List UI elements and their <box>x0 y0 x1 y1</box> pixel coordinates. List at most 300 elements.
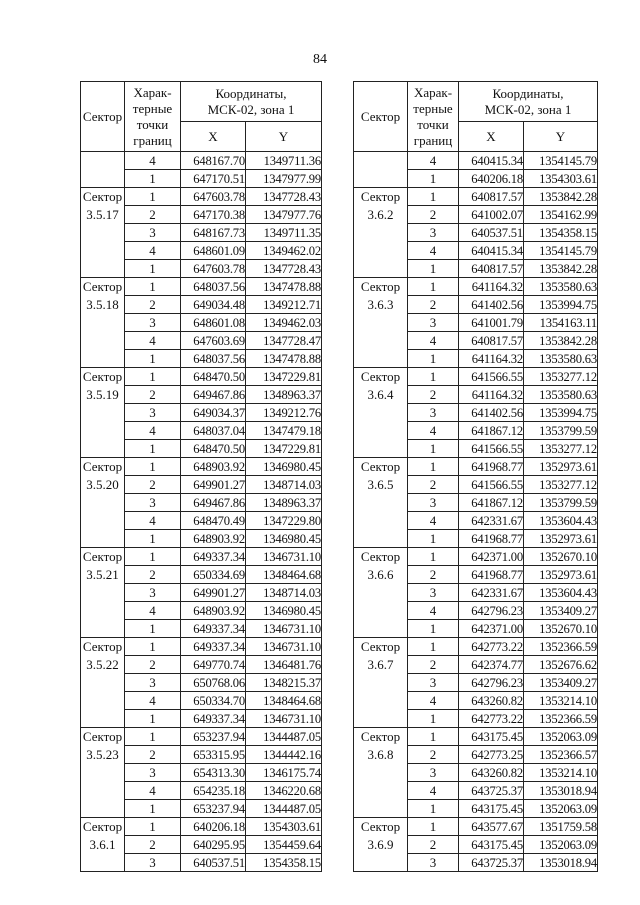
x-value: 648037.56 <box>181 278 246 296</box>
point-number: 3 <box>125 224 181 242</box>
table-row <box>81 728 322 746</box>
y-value: 1346731.10 <box>246 638 322 656</box>
x-value: 642374.77 <box>459 656 524 674</box>
y-value: 1349711.35 <box>246 224 322 242</box>
y-value: 1349462.02 <box>246 242 322 260</box>
point-number: 2 <box>408 656 459 674</box>
y-value: 1354303.61 <box>524 170 598 188</box>
x-value: 642371.00 <box>459 620 524 638</box>
point-number: 3 <box>125 494 181 512</box>
point-number: 4 <box>125 242 181 260</box>
y-value: 1348963.37 <box>246 386 322 404</box>
table-row <box>81 278 322 296</box>
x-value: 647170.38 <box>181 206 246 224</box>
y-value: 1353214.10 <box>524 764 598 782</box>
y-value: 1352063.09 <box>524 728 598 746</box>
table-row <box>81 188 322 206</box>
y-value: 1353994.75 <box>524 296 598 314</box>
y-value: 1344442.16 <box>246 746 322 764</box>
y-value: 1353277.12 <box>524 368 598 386</box>
point-number: 4 <box>408 242 459 260</box>
x-value: 643260.82 <box>459 764 524 782</box>
x-value: 643175.45 <box>459 800 524 818</box>
sector-cell <box>354 368 408 458</box>
y-value: 1347728.43 <box>246 260 322 278</box>
y-value: 1352366.57 <box>524 746 598 764</box>
y-header: Y <box>246 122 322 152</box>
point-number: 3 <box>125 404 181 422</box>
point-number: 1 <box>408 638 459 656</box>
y-value: 1347977.76 <box>246 206 322 224</box>
x-value: 641164.32 <box>459 350 524 368</box>
x-value: 642796.23 <box>459 674 524 692</box>
x-header: X <box>181 122 246 152</box>
y-value: 1353018.94 <box>524 854 598 872</box>
x-value: 650768.06 <box>181 674 246 692</box>
x-value: 641002.07 <box>459 206 524 224</box>
x-value: 640206.18 <box>459 170 524 188</box>
point-number: 4 <box>408 422 459 440</box>
point-number: 3 <box>408 764 459 782</box>
table-row <box>81 458 322 476</box>
point-number: 2 <box>408 836 459 854</box>
point-number: 4 <box>125 152 181 170</box>
table-row <box>81 638 322 656</box>
point-number: 1 <box>408 710 459 728</box>
point-number: 3 <box>125 674 181 692</box>
y-value: 1353580.63 <box>524 278 598 296</box>
x-value: 643260.82 <box>459 692 524 710</box>
x-value: 649901.27 <box>181 584 246 602</box>
point-number: 2 <box>408 476 459 494</box>
y-value: 1344487.05 <box>246 800 322 818</box>
sector-cell <box>354 638 408 728</box>
point-number: 4 <box>125 692 181 710</box>
sector-label: Сектор <box>82 279 123 294</box>
x-value: 641566.55 <box>459 476 524 494</box>
y-value: 1348215.37 <box>246 674 322 692</box>
sector-label: Сектор <box>360 549 401 564</box>
y-value: 1353214.10 <box>524 692 598 710</box>
y-value: 1346481.76 <box>246 656 322 674</box>
point-number: 1 <box>408 728 459 746</box>
table-row <box>354 818 598 836</box>
point-number: 3 <box>125 314 181 332</box>
sector-cell <box>81 278 125 368</box>
point-number: 1 <box>125 458 181 476</box>
sector-id: 3.6.8 <box>367 747 394 762</box>
point-number: 4 <box>125 512 181 530</box>
y-value: 1344487.05 <box>246 728 322 746</box>
point-number: 4 <box>408 332 459 350</box>
y-value: 1352366.59 <box>524 638 598 656</box>
point-number: 1 <box>408 800 459 818</box>
point-number: 2 <box>408 746 459 764</box>
sector-label: Сектор <box>82 549 123 564</box>
y-value: 1346980.45 <box>246 530 322 548</box>
y-header: Y <box>524 122 598 152</box>
sector-cell <box>81 368 125 458</box>
y-value: 1347728.47 <box>246 332 322 350</box>
point-number: 1 <box>408 458 459 476</box>
table-row <box>81 368 322 386</box>
x-value: 650334.69 <box>181 566 246 584</box>
x-value: 653315.95 <box>181 746 246 764</box>
y-value: 1347229.81 <box>246 368 322 386</box>
point-number: 3 <box>125 584 181 602</box>
point-number: 1 <box>125 638 181 656</box>
point-number: 1 <box>125 818 181 836</box>
y-value: 1346731.10 <box>246 548 322 566</box>
x-value: 641402.56 <box>459 404 524 422</box>
x-value: 640415.34 <box>459 242 524 260</box>
x-value: 641968.77 <box>459 530 524 548</box>
y-value: 1352670.10 <box>524 620 598 638</box>
point-number: 4 <box>408 152 459 170</box>
y-value: 1346175.74 <box>246 764 322 782</box>
point-number: 3 <box>408 494 459 512</box>
sector-id: 3.5.19 <box>86 387 119 402</box>
x-value: 642773.25 <box>459 746 524 764</box>
point-number: 1 <box>125 260 181 278</box>
sector-cell <box>81 818 125 872</box>
point-number: 1 <box>408 368 459 386</box>
point-number: 2 <box>125 656 181 674</box>
point-number: 1 <box>125 440 181 458</box>
x-value: 640295.95 <box>181 836 246 854</box>
sector-id: 3.6.9 <box>367 837 394 852</box>
coordinates-header: Координаты, МСК-02, зона 1 <box>459 82 598 122</box>
point-number: 2 <box>125 566 181 584</box>
x-value: 643577.67 <box>459 818 524 836</box>
sector-label: Сектор <box>82 729 123 744</box>
sector-id: 3.5.18 <box>86 297 119 312</box>
sector-cell <box>354 152 408 188</box>
point-number: 1 <box>125 188 181 206</box>
x-value: 649337.34 <box>181 548 246 566</box>
sector-label: Сектор <box>82 369 123 384</box>
table-row <box>354 728 598 746</box>
sector-id: 3.6.3 <box>367 297 394 312</box>
point-number: 1 <box>125 278 181 296</box>
y-value: 1352063.09 <box>524 836 598 854</box>
point-number: 2 <box>125 206 181 224</box>
table-row <box>354 368 598 386</box>
x-value: 649770.74 <box>181 656 246 674</box>
y-value: 1353842.28 <box>524 188 598 206</box>
x-value: 641968.77 <box>459 458 524 476</box>
y-value: 1347977.99 <box>246 170 322 188</box>
table-row <box>354 548 598 566</box>
y-value: 1346220.68 <box>246 782 322 800</box>
sector-label: Сектор <box>360 279 401 294</box>
y-value: 1353842.28 <box>524 332 598 350</box>
y-value: 1354162.99 <box>524 206 598 224</box>
y-value: 1352676.62 <box>524 656 598 674</box>
sector-id: 3.6.2 <box>367 207 394 222</box>
x-value: 642331.67 <box>459 512 524 530</box>
x-value: 643725.37 <box>459 854 524 872</box>
y-value: 1353799.59 <box>524 494 598 512</box>
x-value: 642371.00 <box>459 548 524 566</box>
point-number: 1 <box>408 620 459 638</box>
x-value: 653237.94 <box>181 800 246 818</box>
point-number: 3 <box>408 854 459 872</box>
x-value: 650334.70 <box>181 692 246 710</box>
x-value: 641566.55 <box>459 368 524 386</box>
y-value: 1346731.10 <box>246 710 322 728</box>
page-number: 84 <box>313 52 327 67</box>
point-number: 4 <box>408 512 459 530</box>
x-value: 654235.18 <box>181 782 246 800</box>
x-value: 648903.92 <box>181 458 246 476</box>
point-number: 2 <box>125 836 181 854</box>
sector-header: Сектор <box>81 82 125 152</box>
point-number: 1 <box>408 548 459 566</box>
x-value: 642773.22 <box>459 638 524 656</box>
x-value: 641164.32 <box>459 386 524 404</box>
x-value: 648167.70 <box>181 152 246 170</box>
point-number: 1 <box>125 530 181 548</box>
point-number: 4 <box>125 332 181 350</box>
y-value: 1353799.59 <box>524 422 598 440</box>
point-number: 2 <box>125 296 181 314</box>
sector-id: 3.5.23 <box>86 747 119 762</box>
y-value: 1353409.27 <box>524 602 598 620</box>
y-value: 1352366.59 <box>524 710 598 728</box>
sector-id: 3.5.17 <box>86 207 119 222</box>
x-value: 648601.08 <box>181 314 246 332</box>
y-value: 1348714.03 <box>246 476 322 494</box>
x-header: X <box>459 122 524 152</box>
x-value: 648903.92 <box>181 530 246 548</box>
point-number: 1 <box>125 728 181 746</box>
y-value: 1353604.43 <box>524 512 598 530</box>
table-row <box>354 152 598 170</box>
sector-cell <box>354 458 408 548</box>
y-value: 1348714.03 <box>246 584 322 602</box>
y-value: 1351759.58 <box>524 818 598 836</box>
point-number: 4 <box>408 692 459 710</box>
x-value: 643725.37 <box>459 782 524 800</box>
y-value: 1352973.61 <box>524 566 598 584</box>
x-value: 647603.78 <box>181 260 246 278</box>
point-number: 2 <box>408 296 459 314</box>
x-value: 640537.51 <box>181 854 246 872</box>
table-row <box>81 152 322 170</box>
y-value: 1347478.88 <box>246 278 322 296</box>
sector-id: 3.6.7 <box>367 657 394 672</box>
point-number: 2 <box>408 206 459 224</box>
point-number: 1 <box>125 620 181 638</box>
point-number: 3 <box>408 224 459 242</box>
sector-label: Сектор <box>360 369 401 384</box>
y-value: 1349462.03 <box>246 314 322 332</box>
y-value: 1353277.12 <box>524 476 598 494</box>
point-number: 3 <box>125 764 181 782</box>
sector-id: 3.6.4 <box>367 387 394 402</box>
sector-cell <box>81 152 125 188</box>
sector-label: Сектор <box>82 819 123 834</box>
point-number: 3 <box>408 584 459 602</box>
sector-id: 3.5.22 <box>86 657 119 672</box>
sector-id: 3.5.20 <box>86 477 119 492</box>
x-value: 640415.34 <box>459 152 524 170</box>
points-header: Харак- терные точки границ <box>408 82 459 152</box>
y-value: 1353842.28 <box>524 260 598 278</box>
table-row <box>81 818 322 836</box>
x-value: 640537.51 <box>459 224 524 242</box>
x-value: 649467.86 <box>181 494 246 512</box>
point-number: 1 <box>125 368 181 386</box>
point-number: 3 <box>408 314 459 332</box>
x-value: 641968.77 <box>459 566 524 584</box>
x-value: 641164.32 <box>459 278 524 296</box>
point-number: 4 <box>125 422 181 440</box>
y-value: 1346731.10 <box>246 620 322 638</box>
sector-label: Сектор <box>82 189 123 204</box>
x-value: 641402.56 <box>459 296 524 314</box>
x-value: 654313.30 <box>181 764 246 782</box>
point-number: 1 <box>408 188 459 206</box>
point-number: 1 <box>125 170 181 188</box>
y-value: 1353409.27 <box>524 674 598 692</box>
y-value: 1354163.11 <box>524 314 598 332</box>
y-value: 1346980.45 <box>246 458 322 476</box>
x-value: 648601.09 <box>181 242 246 260</box>
y-value: 1354358.15 <box>524 224 598 242</box>
sector-label: Сектор <box>82 459 123 474</box>
x-value: 641566.55 <box>459 440 524 458</box>
y-value: 1353604.43 <box>524 584 598 602</box>
x-value: 641001.79 <box>459 314 524 332</box>
sector-label: Сектор <box>360 189 401 204</box>
y-value: 1347229.81 <box>246 440 322 458</box>
point-number: 4 <box>125 782 181 800</box>
y-value: 1354358.15 <box>246 854 322 872</box>
point-number: 4 <box>408 602 459 620</box>
y-value: 1353994.75 <box>524 404 598 422</box>
x-value: 647603.78 <box>181 188 246 206</box>
coordinates-table-right <box>353 81 598 872</box>
sector-id: 3.6.5 <box>367 477 394 492</box>
points-header: Харак- терные точки границ <box>125 82 181 152</box>
sector-id: 3.6.6 <box>367 567 394 582</box>
y-value: 1353580.63 <box>524 386 598 404</box>
sector-label: Сектор <box>360 639 401 654</box>
x-value: 640817.57 <box>459 260 524 278</box>
x-value: 648167.73 <box>181 224 246 242</box>
x-value: 642796.23 <box>459 602 524 620</box>
y-value: 1348464.68 <box>246 692 322 710</box>
sector-cell <box>354 188 408 278</box>
table-row <box>81 548 322 566</box>
x-value: 647170.51 <box>181 170 246 188</box>
point-number: 2 <box>125 476 181 494</box>
x-value: 649034.37 <box>181 404 246 422</box>
sector-cell <box>354 728 408 818</box>
sector-cell <box>354 278 408 368</box>
point-number: 4 <box>408 782 459 800</box>
y-value: 1353580.63 <box>524 350 598 368</box>
coordinates-table-left <box>80 81 322 872</box>
point-number: 1 <box>408 278 459 296</box>
sector-label: Сектор <box>360 729 401 744</box>
y-value: 1346980.45 <box>246 602 322 620</box>
y-value: 1349212.76 <box>246 404 322 422</box>
x-value: 640817.57 <box>459 332 524 350</box>
sector-cell <box>81 728 125 818</box>
y-value: 1348963.37 <box>246 494 322 512</box>
sector-cell <box>81 458 125 548</box>
sector-header: Сектор <box>354 82 408 152</box>
y-value: 1349711.36 <box>246 152 322 170</box>
x-value: 642331.67 <box>459 584 524 602</box>
x-value: 642773.22 <box>459 710 524 728</box>
x-value: 647603.69 <box>181 332 246 350</box>
y-value: 1354145.79 <box>524 242 598 260</box>
point-number: 3 <box>125 854 181 872</box>
y-value: 1353277.12 <box>524 440 598 458</box>
x-value: 649901.27 <box>181 476 246 494</box>
y-value: 1347478.88 <box>246 350 322 368</box>
sector-cell <box>354 548 408 638</box>
sector-id: 3.6.1 <box>89 837 116 852</box>
point-number: 1 <box>125 800 181 818</box>
y-value: 1354303.61 <box>246 818 322 836</box>
x-value: 640817.57 <box>459 188 524 206</box>
table-row <box>354 458 598 476</box>
y-value: 1354459.64 <box>246 836 322 854</box>
y-value: 1347229.80 <box>246 512 322 530</box>
x-value: 648470.50 <box>181 440 246 458</box>
point-number: 1 <box>408 440 459 458</box>
x-value: 649337.34 <box>181 710 246 728</box>
y-value: 1348464.68 <box>246 566 322 584</box>
point-number: 1 <box>408 350 459 368</box>
point-number: 1 <box>408 170 459 188</box>
point-number: 2 <box>408 386 459 404</box>
x-value: 648037.04 <box>181 422 246 440</box>
point-number: 3 <box>408 674 459 692</box>
point-number: 1 <box>408 260 459 278</box>
point-number: 3 <box>408 404 459 422</box>
point-number: 1 <box>408 530 459 548</box>
x-value: 643175.45 <box>459 836 524 854</box>
x-value: 643175.45 <box>459 728 524 746</box>
x-value: 648037.56 <box>181 350 246 368</box>
point-number: 1 <box>125 548 181 566</box>
x-value: 649337.34 <box>181 620 246 638</box>
y-value: 1352973.61 <box>524 530 598 548</box>
point-number: 1 <box>125 350 181 368</box>
coordinates-header: Координаты, МСК-02, зона 1 <box>181 82 322 122</box>
table-row <box>354 638 598 656</box>
sector-id: 3.5.21 <box>86 567 119 582</box>
point-number: 2 <box>125 386 181 404</box>
y-value: 1349212.71 <box>246 296 322 314</box>
point-number: 2 <box>125 746 181 764</box>
point-number: 1 <box>125 710 181 728</box>
y-value: 1353018.94 <box>524 782 598 800</box>
sector-cell <box>81 188 125 278</box>
sector-label: Сектор <box>360 819 401 834</box>
point-number: 2 <box>408 566 459 584</box>
point-number: 1 <box>408 818 459 836</box>
x-value: 641867.12 <box>459 422 524 440</box>
y-value: 1347479.18 <box>246 422 322 440</box>
point-number: 4 <box>125 602 181 620</box>
